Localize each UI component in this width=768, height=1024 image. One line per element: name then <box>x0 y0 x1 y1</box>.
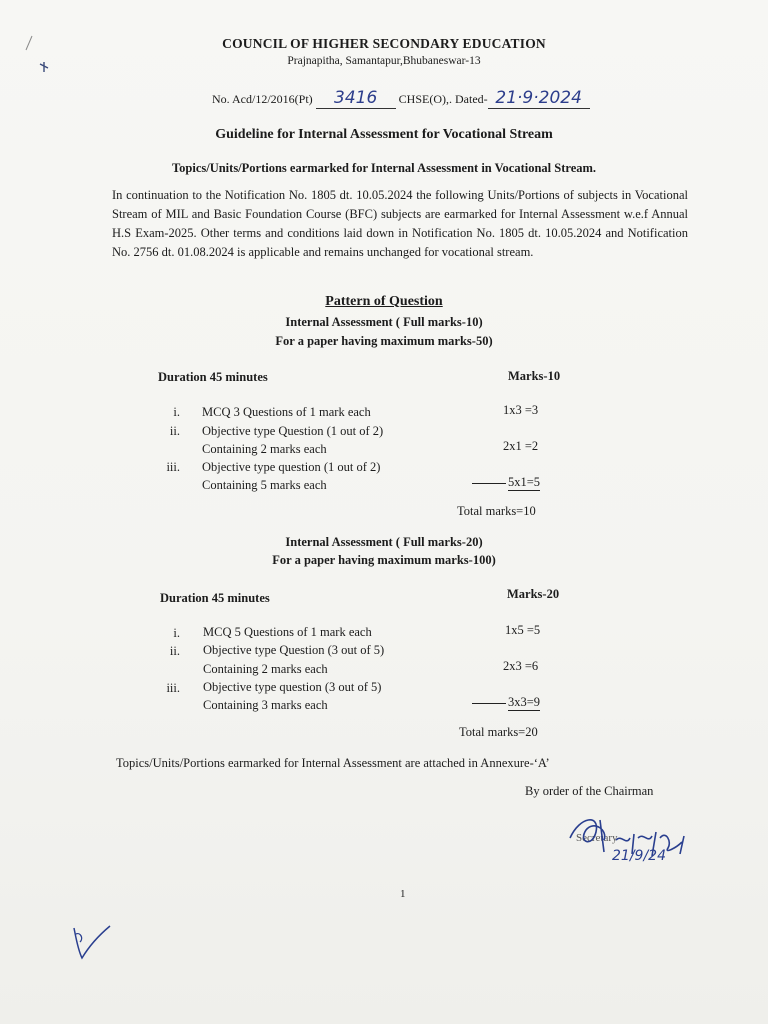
pattern-heading: Pattern of Question <box>325 294 443 309</box>
section1-subtitle: For a paper having maximum marks-50) <box>275 334 493 348</box>
section1-title: Internal Assessment ( Full marks-10) <box>285 315 483 329</box>
s1-item-text-2: Containing 2 marks each <box>202 442 327 456</box>
section2-total: Total marks=20 <box>459 725 538 739</box>
intro-paragraph: In continuation to the Notification No. 1805 dt. 10.05.2024 the following Units/Portions of subjects in Vocational Stream of MIL and Basic Foundation Course (BFC) subjects are earmarked for Internal Assessment w.e.f Annual H.S Exam-2025. Other terms and conditions laid down in Notification No. 1805 dt. 10.05.2024 and Notification No. 2756 dt. 01.08.2024 is applicable and remains unchanged for vocational stream. <box>112 188 688 259</box>
org-address: Prajnapitha, Samantapur,Bhubaneswar-13 <box>287 55 481 67</box>
s1-item-calc: 2x1 =2 <box>503 439 539 453</box>
ref-date: 21·9·2024 <box>495 88 582 108</box>
topics-heading: Topics/Units/Portions earmarked for Internal Assessment in Vocational Stream. <box>171 161 597 175</box>
section2-marks: Marks-20 <box>507 587 560 601</box>
section2-duration: Duration 45 minutes <box>160 591 270 605</box>
ref-number: 3416 <box>334 88 378 108</box>
by-order: By order of the Chairman <box>525 784 654 798</box>
s1-item-no: iii. <box>166 460 180 474</box>
section1-duration: Duration 45 minutes <box>158 370 268 384</box>
s2-item-text: Objective type question (3 out of 5) <box>203 680 382 694</box>
s1-item-calc: 5x1=5 <box>472 475 540 491</box>
s1-item-text: MCQ 3 Questions of 1 mark each <box>202 405 371 419</box>
s2-item-calc: 1x5 =5 <box>505 623 541 637</box>
s1-item-text: Objective type Question (1 out of 2) <box>202 424 384 438</box>
s2-item-no: iii. <box>166 681 180 695</box>
signature-label: Secretary <box>576 832 618 844</box>
signature-date: 21/9/24 <box>612 848 666 864</box>
s2-item-calc: 2x3 =6 <box>503 659 539 673</box>
ref-middle: CHSE(O),. Dated- <box>398 92 488 106</box>
s2-item-text-2: Containing 2 marks each <box>203 662 328 676</box>
annexure-note: Topics/Units/Portions earmarked for Internal Assessment are attached in Annexure-‘A’ <box>116 756 550 770</box>
reference-line <box>212 88 590 109</box>
ref-prefix: No. Acd/12/2016(Pt) <box>212 92 313 106</box>
section2-subtitle: For a paper having maximum marks-100) <box>272 553 496 567</box>
guideline-title: Guideline for Internal Assessment for Vocational Stream <box>215 127 553 142</box>
section1-marks: Marks-10 <box>508 369 561 383</box>
check-mark-icon <box>66 920 116 970</box>
s2-item-text: Objective type Question (3 out of 5) <box>203 643 385 657</box>
section2-title: Internal Assessment ( Full marks-20) <box>285 535 483 549</box>
s2-item-text-2: Containing 3 marks each <box>203 698 328 712</box>
s1-item-calc: 1x3 =3 <box>503 403 539 417</box>
org-name: COUNCIL OF HIGHER SECONDARY EDUCATION <box>222 36 546 51</box>
s2-item-calc: 3x3=9 <box>472 695 540 711</box>
page-number: 1 <box>400 888 406 900</box>
s1-item-text-2: Containing 5 marks each <box>202 478 327 492</box>
s1-item-text: Objective type question (1 out of 2) <box>202 460 381 474</box>
section1-total: Total marks=10 <box>457 504 536 518</box>
s2-item-no: i. <box>173 626 180 640</box>
s2-item-no: ii. <box>169 644 180 658</box>
s1-item-no: i. <box>173 405 180 419</box>
s2-item-text: MCQ 5 Questions of 1 mark each <box>203 625 372 639</box>
s1-item-no: ii. <box>169 424 180 438</box>
